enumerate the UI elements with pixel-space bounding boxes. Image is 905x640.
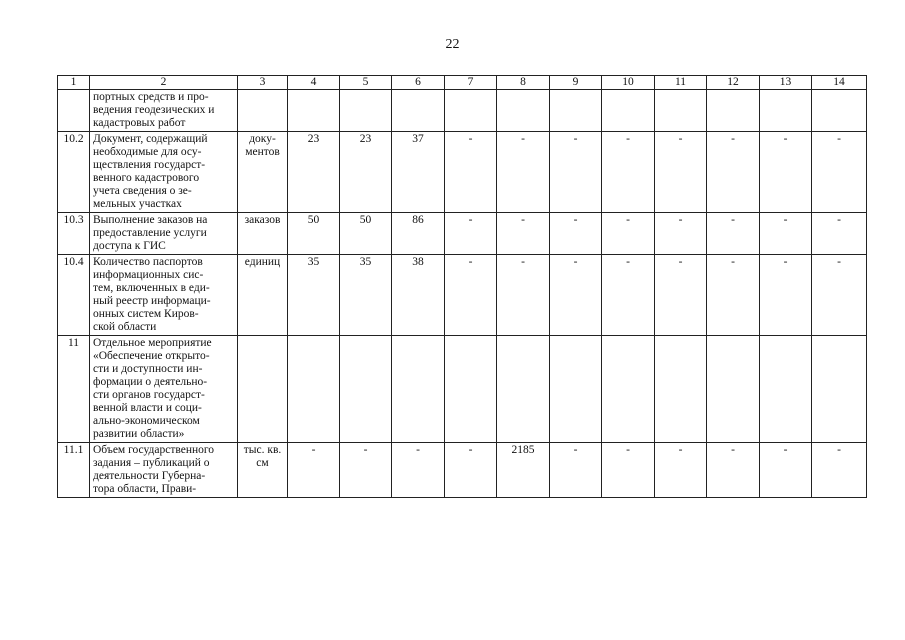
indicator-name-line: необходимые для осу-: [93, 146, 202, 158]
indicator-name-line: формации о деятельно-: [93, 376, 208, 388]
indicator-name-line: Объем государственного: [93, 444, 215, 456]
unit-line: см: [256, 457, 269, 469]
value-cell: 35: [288, 255, 340, 336]
unit-line: заказов: [244, 214, 281, 226]
value-cell: -: [497, 132, 550, 213]
indicators-table: [57, 75, 867, 498]
value-cell: -: [655, 213, 707, 255]
column-header: 4: [288, 76, 340, 90]
value-cell: [392, 90, 445, 132]
indicator-name: [90, 213, 238, 255]
row-number: 10.3: [58, 213, 90, 255]
value-cell: -: [340, 443, 392, 498]
indicator-name-line: тора области, Прави-: [93, 483, 197, 495]
table-row: [58, 255, 867, 336]
value-cell: -: [497, 255, 550, 336]
value-cell: -: [445, 213, 497, 255]
indicator-name-line: тем, включенных в еди-: [93, 282, 210, 294]
column-header: 14: [812, 76, 867, 90]
indicator-name-line: ществления государст-: [93, 159, 206, 171]
indicator-name: [90, 90, 238, 132]
value-cell: -: [602, 132, 655, 213]
table-row: [58, 132, 867, 213]
value-cell: 23: [288, 132, 340, 213]
indicator-name-line: Документ, содержащий: [93, 133, 208, 145]
indicator-name-line: Выполнение заказов на: [93, 214, 208, 226]
column-header: 2: [90, 76, 238, 90]
unit-cell: [238, 213, 288, 255]
indicator-name-line: деятельности Губерна-: [93, 470, 206, 482]
indicator-name-line: информационных сис-: [93, 269, 204, 281]
value-cell: [340, 90, 392, 132]
indicator-name-line: ской области: [93, 321, 157, 333]
indicator-name-line: венного кадастрового: [93, 172, 200, 184]
indicator-name-line: венной власти и соци-: [93, 402, 202, 414]
indicator-name-line: «Обеспечение открыто-: [93, 350, 210, 362]
value-cell: [445, 336, 497, 443]
indicator-name: [90, 443, 238, 498]
value-cell: -: [655, 132, 707, 213]
column-header: 7: [445, 76, 497, 90]
value-cell: -: [760, 213, 812, 255]
indicator-name-line: ный реестр информаци-: [93, 295, 211, 307]
table-body: [58, 90, 867, 498]
row-number: 10.4: [58, 255, 90, 336]
indicator-name-line: Количество паспортов: [93, 256, 203, 268]
indicator-name-line: портных средств и про-: [93, 91, 209, 103]
row-number: [58, 90, 90, 132]
value-cell: 38: [392, 255, 445, 336]
indicator-name-line: онных систем Киров-: [93, 308, 199, 320]
value-cell: -: [655, 255, 707, 336]
value-cell: -: [550, 443, 602, 498]
value-cell: 35: [340, 255, 392, 336]
table-row: [58, 336, 867, 443]
column-header: 6: [392, 76, 445, 90]
value-cell: 50: [288, 213, 340, 255]
value-cell: [707, 90, 760, 132]
column-header: 1: [58, 76, 90, 90]
value-cell: [445, 90, 497, 132]
value-cell: -: [445, 443, 497, 498]
value-cell: 37: [392, 132, 445, 213]
indicator-name-line: сти и доступности ин-: [93, 363, 203, 375]
indicator-name-line: развитии области»: [93, 428, 185, 440]
value-cell: [760, 336, 812, 443]
column-header: 9: [550, 76, 602, 90]
indicator-name-line: ведения геодезических и: [93, 104, 215, 116]
value-cell: [812, 90, 867, 132]
unit-line: доку-: [249, 133, 276, 145]
value-cell: -: [707, 213, 760, 255]
value-cell: -: [288, 443, 340, 498]
column-header: 5: [340, 76, 392, 90]
unit-cell: [238, 132, 288, 213]
indicator-name-line: сти органов государст-: [93, 389, 205, 401]
value-cell: -: [602, 213, 655, 255]
value-cell: -: [550, 132, 602, 213]
value-cell: [602, 336, 655, 443]
value-cell: -: [812, 213, 867, 255]
page-number: 22: [445, 37, 460, 52]
indicator-name-line: мельных участках: [93, 198, 182, 210]
column-header: 12: [707, 76, 760, 90]
value-cell: [550, 336, 602, 443]
column-header: 8: [497, 76, 550, 90]
value-cell: -: [392, 443, 445, 498]
unit-line: ментов: [245, 146, 280, 158]
value-cell: 86: [392, 213, 445, 255]
indicator-name-line: учета сведения о зе-: [93, 185, 192, 197]
value-cell: -: [760, 255, 812, 336]
value-cell: 50: [340, 213, 392, 255]
table-row: [58, 213, 867, 255]
value-cell: -: [655, 443, 707, 498]
value-cell: [655, 90, 707, 132]
unit-cell: [238, 336, 288, 443]
unit-cell: [238, 255, 288, 336]
value-cell: [655, 336, 707, 443]
value-cell: -: [445, 132, 497, 213]
unit-cell: [238, 90, 288, 132]
table-row: [58, 443, 867, 498]
indicator-name-line: задания – публикаций о: [93, 457, 210, 469]
value-cell: 23: [340, 132, 392, 213]
unit-line: единиц: [244, 256, 281, 268]
value-cell: -: [550, 213, 602, 255]
value-cell: -: [812, 443, 867, 498]
value-cell: -: [707, 132, 760, 213]
value-cell: -: [602, 443, 655, 498]
unit-line: тыс. кв.: [243, 444, 282, 456]
column-header: 10: [602, 76, 655, 90]
value-cell: [812, 336, 867, 443]
indicator-name-line: доступа к ГИС: [93, 240, 166, 252]
value-cell: [288, 90, 340, 132]
indicator-name-line: кадастровых работ: [93, 117, 186, 129]
value-cell: -: [445, 255, 497, 336]
value-cell: -: [707, 443, 760, 498]
indicator-name: [90, 336, 238, 443]
indicator-name-line: ально-экономическом: [93, 415, 200, 427]
indicator-name: [90, 132, 238, 213]
value-cell: -: [760, 443, 812, 498]
row-number: 11.1: [58, 443, 90, 498]
value-cell: [550, 90, 602, 132]
value-cell: 2185: [497, 443, 550, 498]
value-cell: [392, 336, 445, 443]
value-cell: [288, 336, 340, 443]
indicator-name-line: предоставление услуги: [93, 227, 207, 239]
value-cell: [340, 336, 392, 443]
value-cell: -: [760, 132, 812, 213]
header-row: [58, 76, 867, 90]
value-cell: [760, 90, 812, 132]
value-cell: [602, 90, 655, 132]
column-header: 13: [760, 76, 812, 90]
indicator-name: [90, 255, 238, 336]
table-row: [58, 90, 867, 132]
value-cell: -: [497, 213, 550, 255]
value-cell: -: [707, 255, 760, 336]
indicator-name-line: Отдельное мероприятие: [93, 337, 212, 349]
row-number: 10.2: [58, 132, 90, 213]
column-header: 3: [238, 76, 288, 90]
value-cell: -: [812, 255, 867, 336]
row-number: 11: [58, 336, 90, 443]
column-header: 11: [655, 76, 707, 90]
value-cell: [497, 336, 550, 443]
value-cell: [497, 90, 550, 132]
value-cell: -: [550, 255, 602, 336]
value-cell: -: [602, 255, 655, 336]
unit-cell: [238, 443, 288, 498]
value-cell: -: [812, 132, 867, 213]
value-cell: [707, 336, 760, 443]
